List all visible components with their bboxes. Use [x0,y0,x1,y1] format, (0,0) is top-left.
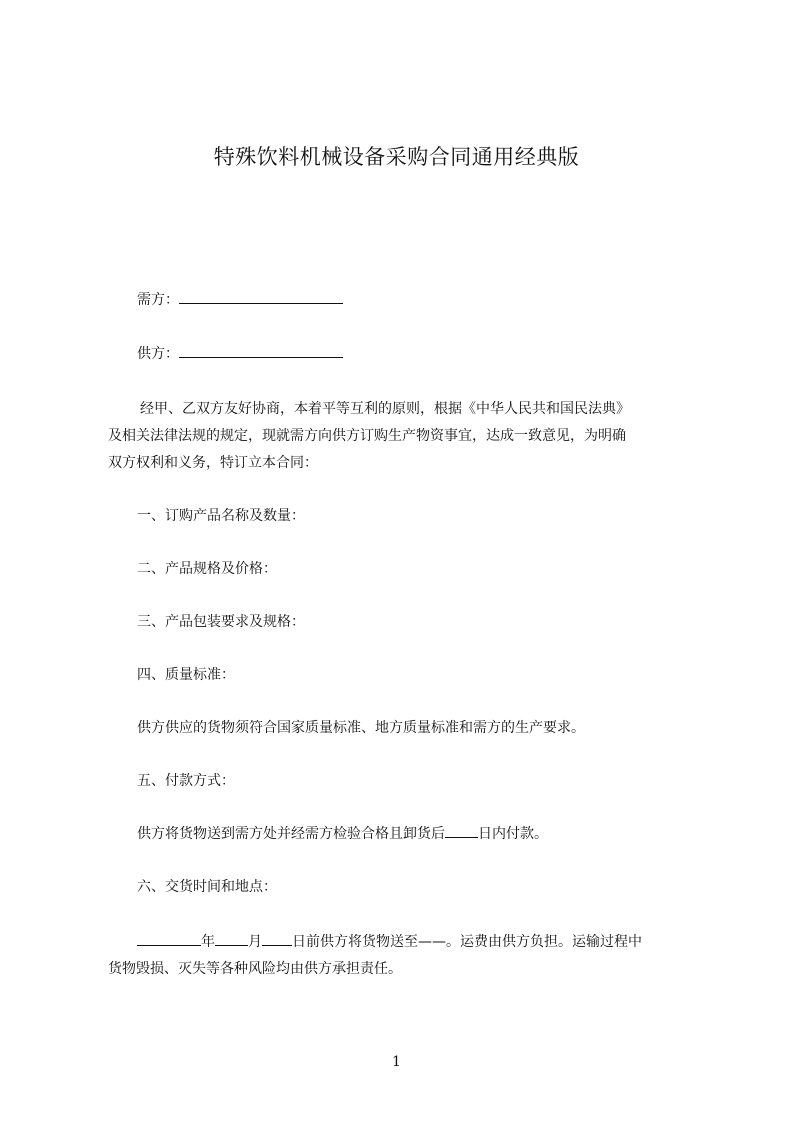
section-6-body-line-2: 货物毁损、灭失等各种风险均由供方承担责任。 [108,961,402,977]
section-6-heading: 六、交货时间和地点： [137,879,277,895]
day-blank [262,930,292,946]
delivery-text-b: ——。运费由供方负担。运输过程中 [418,934,642,950]
page-number: 1 [392,1054,401,1070]
buyer-label: 需方： [137,292,179,308]
delivery-text-a: 日前供方将货物送至 [292,934,418,950]
section-6-body-line-1 [137,929,642,955]
section-5-body [137,821,548,847]
month-blank [215,930,248,946]
buyer-line [137,287,343,313]
section-2-heading: 二、产品规格及价格： [137,561,277,577]
payment-text-b: 日内付款。 [478,826,548,842]
document-title: 特殊饮料机械设备采购合同通用经典版 [213,145,580,169]
section-4-body: 供方供应的货物须符合国家质量标准、地方质量标准和需方的生产要求。 [137,720,585,736]
section-1-heading: 一、订购产品名称及数量： [137,508,305,524]
section-3-heading: 三、产品包装要求及规格： [137,614,305,630]
payment-days-blank [445,822,478,838]
intro-line-1: 经甲、乙双方友好协商，本着平等互利的原则，根据《中华人民共和国民法典》 [140,401,630,417]
year-blank [137,930,201,946]
intro-line-3: 双方权利和义务，特订立本合同： [108,455,318,471]
supplier-label: 供方： [137,346,179,362]
section-4-heading: 四、质量标准： [137,667,235,683]
buyer-blank [179,288,343,304]
intro-line-2: 及相关法律法规的规定，现就需方向供方订购生产物资事宜，达成一致意见，为明确 [108,428,626,444]
section-5-heading: 五、付款方式： [137,773,235,789]
supplier-line [137,341,343,367]
supplier-blank [179,342,343,358]
payment-text-a: 供方将货物送到需方处并经需方检验合格且卸货后 [137,826,445,842]
year-label: 年 [201,934,215,950]
month-label: 月 [248,934,262,950]
